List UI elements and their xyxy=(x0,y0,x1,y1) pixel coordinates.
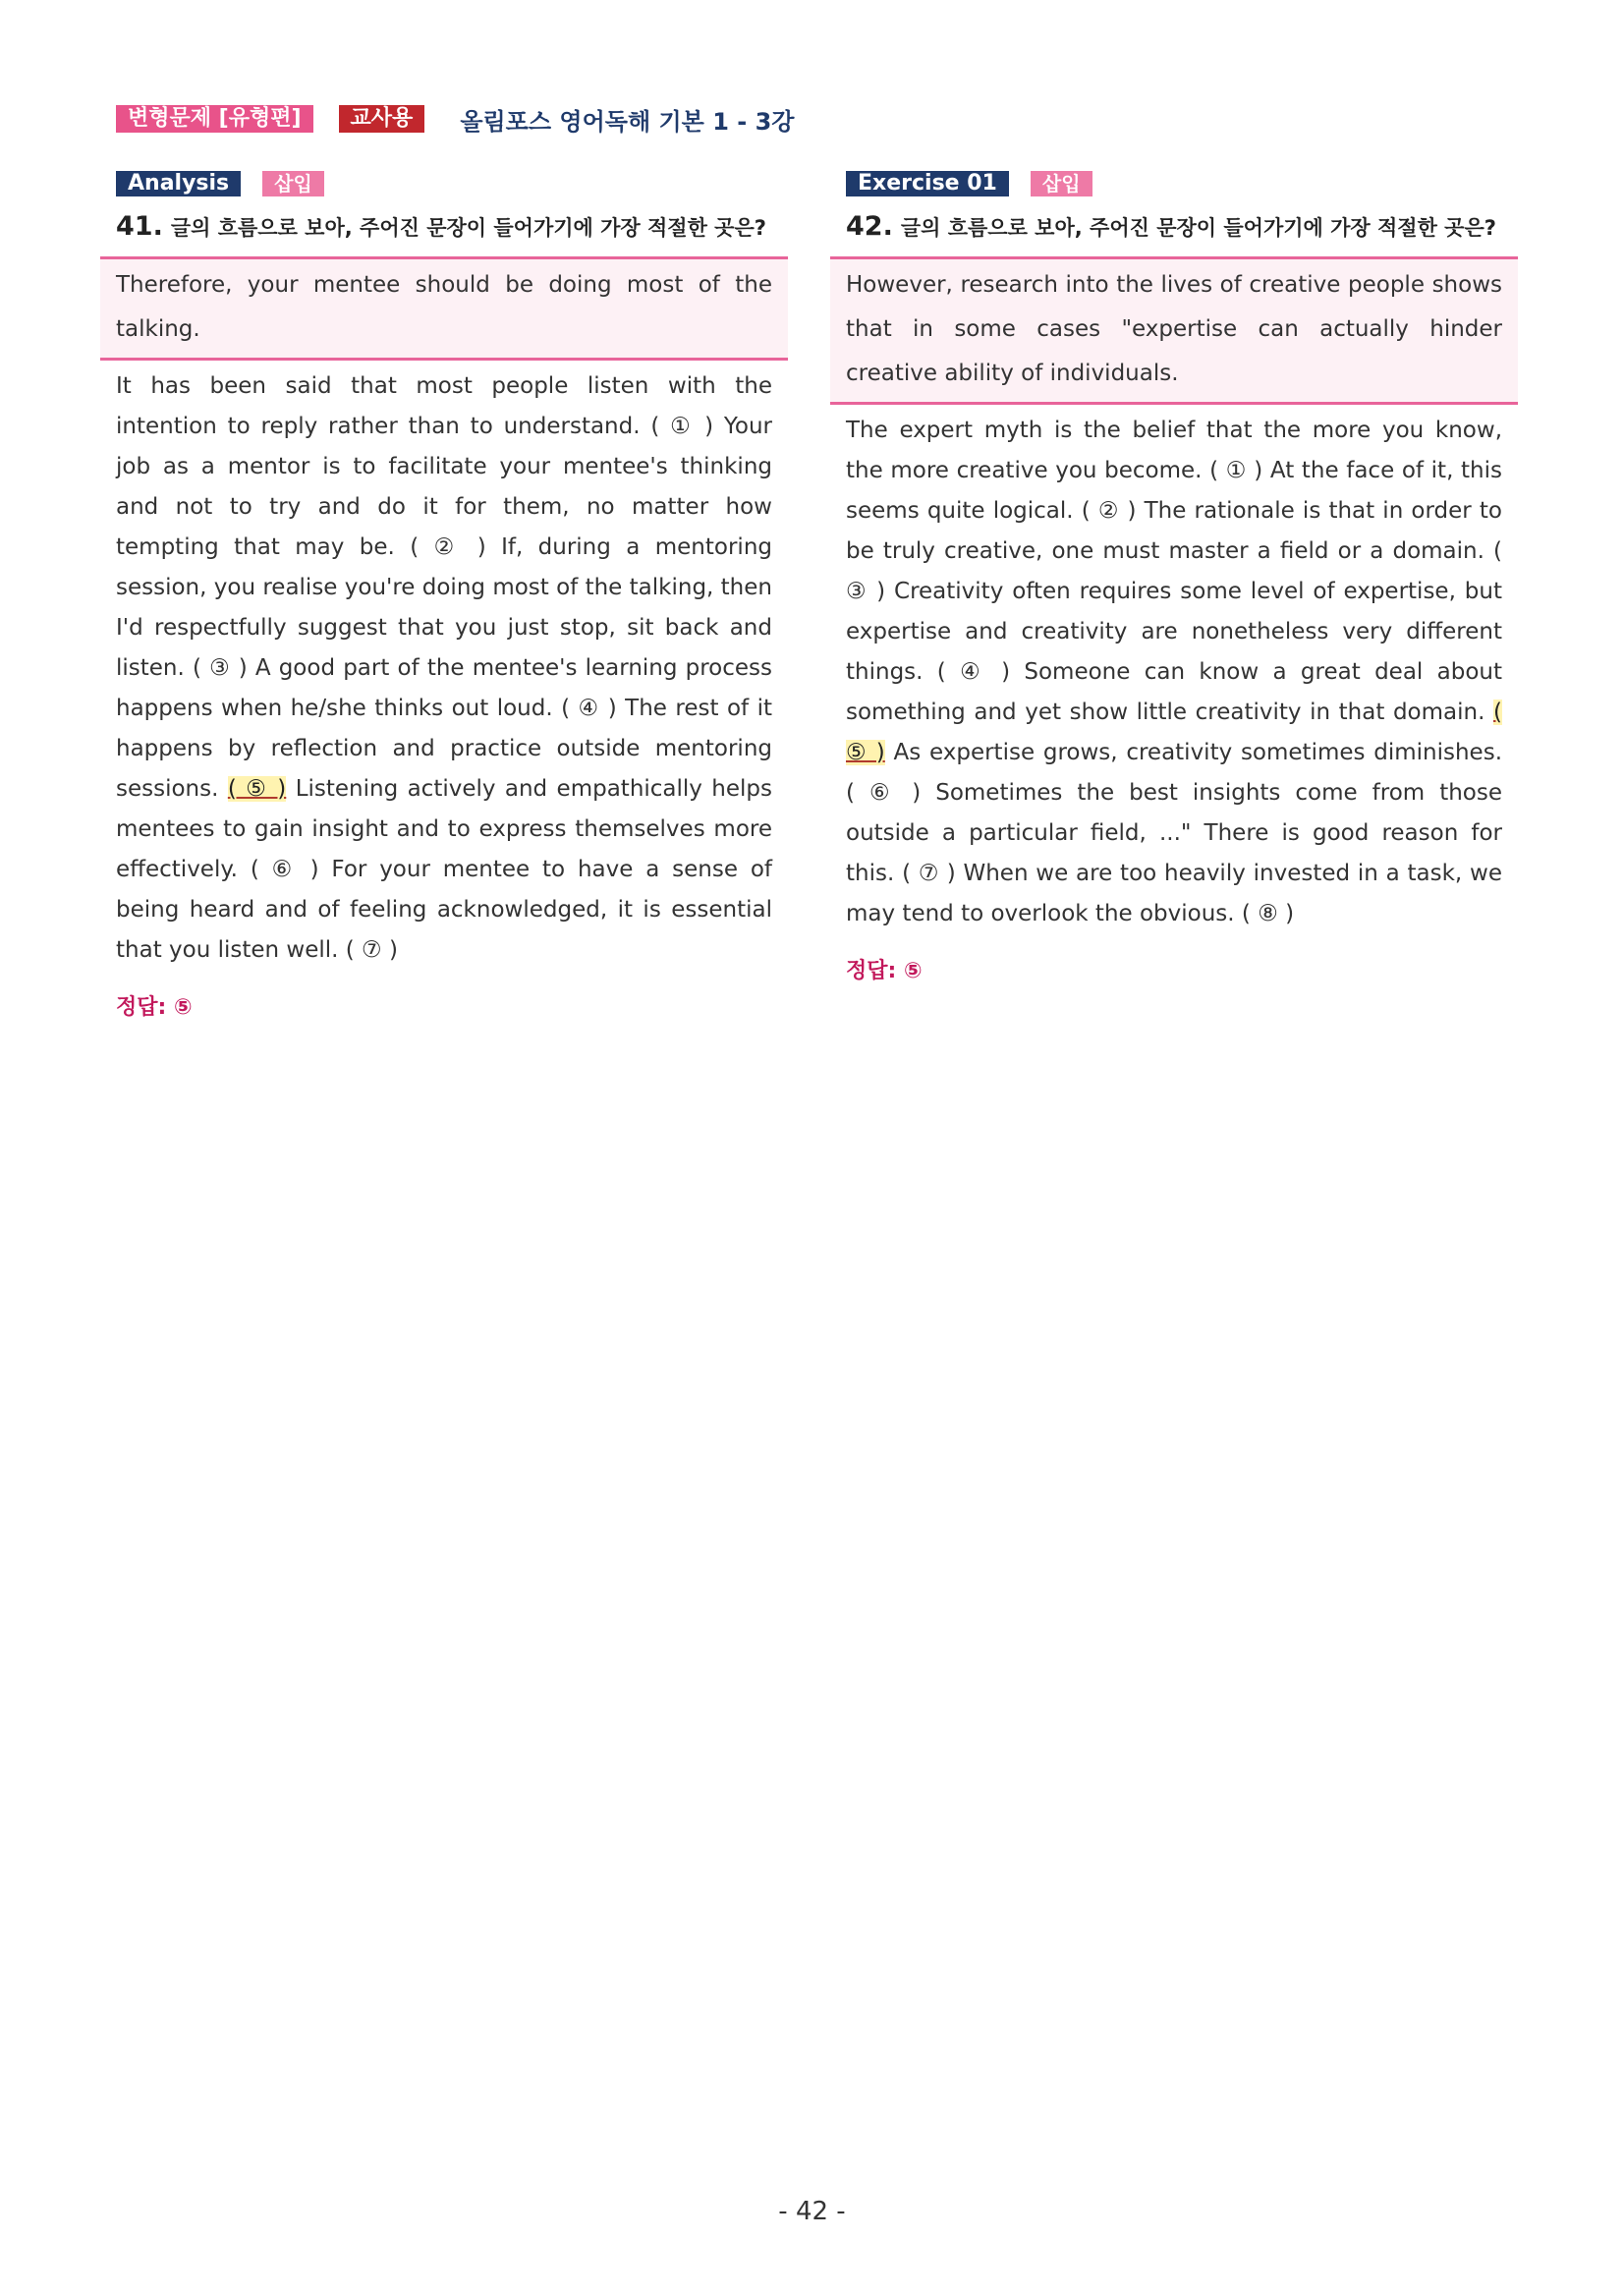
given-sentence-box xyxy=(100,256,788,361)
question-42 xyxy=(846,208,1504,247)
variant-tag: 변형문제 [유형편] xyxy=(116,105,313,133)
passage-text-before: It has been said that most people listen with the intention to reply rather than to understand. ( ① ) Your job as a mentor is to facilitate your mentee's thinking and not to try and do it for them, no matter how tempting that may be. ( ② ) If, during a mentoring session, you realise you're doing most of the talking, then I'd respectfully suggest that you just stop, sit back and listen. ( ③ ) A good part of the mentee's learning process happens when he/she thinks out loud. ( ④ ) The rest of it happens by reflection and practice outside mentoring sessions. xyxy=(116,373,772,802)
passage-text-after: Listening actively and empathically helps mentees to gain insight and to express themselves more effectively. ( ⑥ ) For your mentee to have a sense of being heard and of feeling acknowledged, it is essential that you listen well. ( ⑦ ) xyxy=(116,776,773,963)
page-title: 올림포스 영어독해 기본 1 - 3강 xyxy=(460,107,795,136)
question-number: 41. xyxy=(116,211,163,242)
given-sentence-box xyxy=(830,256,1518,405)
passage-text-before: The expert myth is the belief that the more you know, the more creative you become. ( ① ) At the face of it, this seems quite logical. ( ② ) The rationale is that in order to be truly creative, one must master a field or a domain. ( ③ ) Creativity often requires some level of expertise, but expertise and creativity are nonetheless very different things. ( ④ ) Someone can know a great deal about something and yet show little creativity in that domain. xyxy=(846,418,1502,725)
given-sentence: However, research into the lives of creative people shows that in some cases "expertise can actually hinder creative ability of individuals. xyxy=(846,272,1502,386)
page-number: - 42 - xyxy=(778,2197,846,2226)
right-column xyxy=(830,171,1518,987)
insert-type-badge: 삽입 xyxy=(262,171,324,196)
question-number: 42. xyxy=(846,211,893,242)
exercise-badge: Exercise 01 xyxy=(846,171,1009,196)
question-41 xyxy=(116,208,774,247)
passage-text-after: As expertise grows, creativity sometimes diminishes. ( ⑥ ) Sometimes the best insights come from those outside a particular field, ..." There is good reason for this. ( ⑦ ) When we are too heavily invested in a task, we may tend to overlook the obvious. ( ⑧ ) xyxy=(846,740,1503,926)
page-header xyxy=(116,104,794,134)
passage xyxy=(100,361,788,971)
passage xyxy=(830,405,1518,934)
answer-label: 정답: ⑤ xyxy=(116,995,193,1020)
insert-type-badge: 삽입 xyxy=(1031,171,1092,196)
given-sentence: Therefore, your mentee should be doing most of the talking. xyxy=(116,272,772,342)
teacher-tag: 교사용 xyxy=(339,105,425,133)
answer-position-highlight: ( ⑤ ) xyxy=(846,700,1502,765)
question-text: 글의 흐름으로 보아, 주어진 문장이 들어가기에 가장 적절한 곳은? xyxy=(900,216,1496,240)
right-badges xyxy=(846,171,1518,196)
left-column xyxy=(100,171,788,1024)
left-badges xyxy=(116,171,788,196)
answer-position-highlight: ( ⑤ ) xyxy=(227,776,287,802)
answer-label: 정답: ⑤ xyxy=(846,959,923,983)
analysis-badge: Analysis xyxy=(116,171,241,196)
question-text: 글의 흐름으로 보아, 주어진 문장이 들어가기에 가장 적절한 곳은? xyxy=(170,216,766,240)
